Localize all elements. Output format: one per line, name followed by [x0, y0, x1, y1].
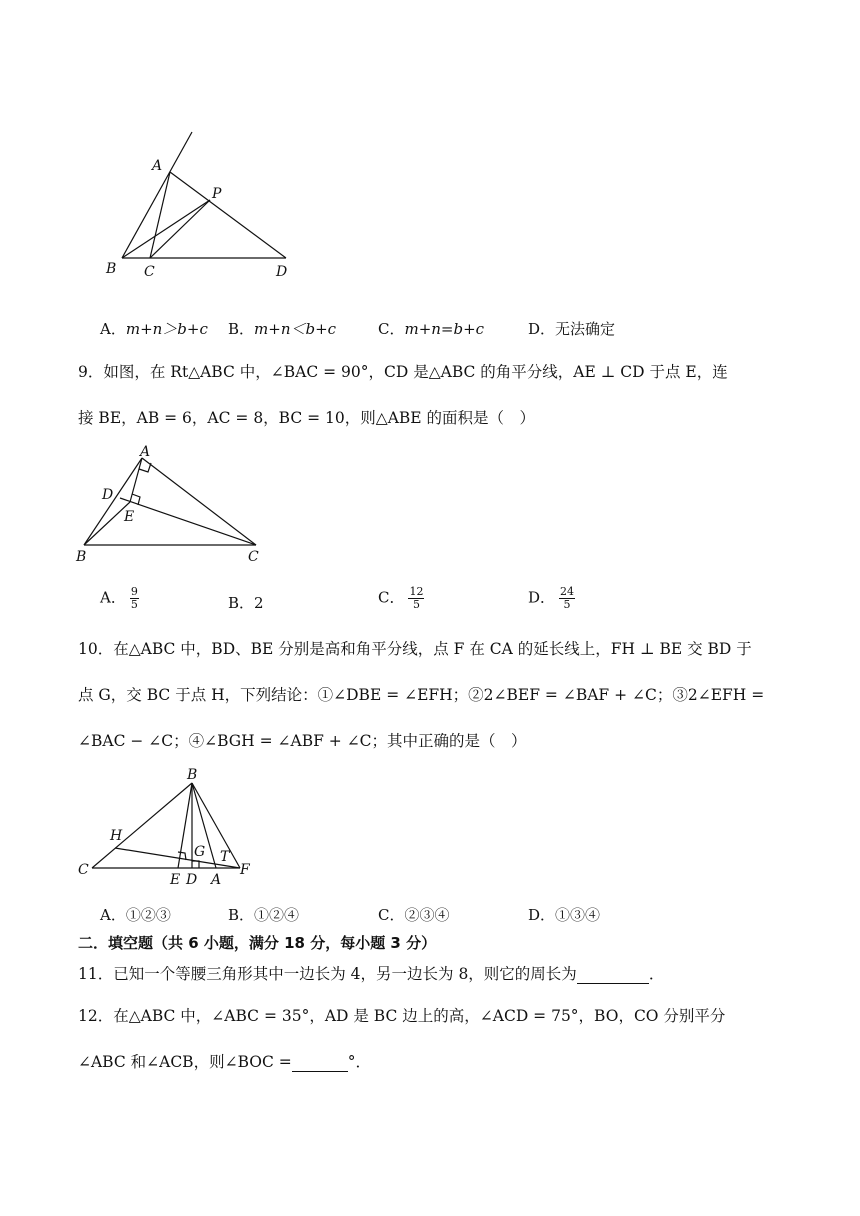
q9-option-a[interactable] — [100, 586, 139, 611]
fraction-numerator: 24 — [560, 585, 575, 598]
q8-option-b[interactable] — [228, 318, 336, 339]
option-text: m+n＞b+c — [125, 320, 208, 338]
q9-label-d: D — [102, 487, 114, 503]
fraction-denominator: 5 — [563, 598, 571, 611]
q8-line-bp — [122, 200, 210, 258]
q9-question-line-1: 9．如图，在 Rt△ABC 中，∠BAC = 90°，CD 是△ABC 的角平分线，AE ⊥ CD 于点 E，连 — [78, 363, 728, 381]
option-letter: C． — [378, 320, 405, 338]
option-letter: B． — [228, 320, 255, 338]
fraction-denominator: 5 — [130, 598, 138, 611]
q10-label-g: G — [194, 844, 206, 860]
q10-label-f: F — [240, 862, 250, 878]
q8-line-ba-extended — [122, 132, 192, 258]
q8-label-c: C — [144, 264, 155, 280]
q9-question-line-2: 接 BE，AB = 6，AC = 8，BC = 10，则△ABE 的面积是（ ） — [78, 409, 536, 427]
q11-answer-blank[interactable] — [577, 965, 649, 984]
fraction-numerator: 12 — [409, 585, 424, 598]
section-heading-fill-in-blank: 二．填空题（共 6 小题，满分 18 分，每小题 3 分） — [78, 934, 437, 952]
q9-label-a: A — [140, 444, 151, 460]
option-text: 2 — [254, 594, 264, 612]
option-letter: D． — [528, 588, 556, 607]
option-fraction — [408, 586, 424, 611]
option-text: ②③④ — [404, 906, 450, 924]
q9-label-e: E — [124, 509, 135, 525]
q8-label-b: B — [106, 261, 117, 277]
q9-option-c[interactable] — [378, 586, 424, 611]
q10-option-d[interactable] — [528, 904, 600, 925]
option-text: m+n=b+c — [404, 320, 485, 338]
q10-label-c: C — [78, 862, 89, 878]
q9-segment-cd — [120, 498, 256, 545]
q9-side-ac — [142, 458, 256, 545]
option-letter: A． — [100, 588, 126, 607]
q9-label-b: B — [76, 549, 87, 565]
q8-label-a: A — [152, 158, 163, 174]
option-fraction — [130, 586, 139, 611]
q10-side-cb — [92, 783, 192, 868]
q8-option-d[interactable] — [528, 318, 615, 339]
option-text: ①②④ — [254, 906, 300, 924]
q10-label-h: H — [110, 828, 123, 844]
q9-label-c: C — [248, 549, 259, 565]
q12-answer-blank[interactable] — [292, 1053, 348, 1072]
q10-label-a: A — [211, 872, 222, 888]
option-letter: A． — [100, 906, 126, 924]
option-fraction — [559, 586, 575, 611]
q8-label-d: D — [276, 264, 288, 280]
q8-option-c[interactable] — [378, 318, 484, 339]
option-letter: B． — [228, 594, 255, 612]
fraction-denominator: 5 — [412, 598, 420, 611]
option-text: m+n＜b+c — [254, 320, 337, 338]
q12-question-line-1: 12．在△ABC 中，∠ABC = 35°，AD 是 BC 边上的高，∠ACD = 75°，BO，CO 分别平分 — [78, 1007, 726, 1025]
option-letter: D． — [528, 320, 556, 338]
q10-question-line-2: 点 G，交 BC 于点 H，下列结论：①∠DBE = ∠EFH；②2∠BEF = ∠BAF + ∠C；③2∠EFH = — [78, 686, 765, 704]
q10-question-line-3: ∠BAC − ∠C；④∠BGH = ∠ABF + ∠C；其中正确的是（ ） — [78, 732, 527, 750]
q10-right-angle-d — [192, 861, 199, 868]
q10-figure — [74, 764, 264, 889]
q9-option-b[interactable] — [228, 592, 264, 613]
q8-line-ac — [150, 172, 170, 258]
fraction-numerator: 9 — [130, 585, 138, 598]
q8-label-p: P — [212, 186, 222, 202]
option-letter: A． — [100, 320, 126, 338]
option-text: ①③④ — [555, 906, 601, 924]
q10-label-t: T — [220, 849, 230, 865]
q11-text: 11．已知一个等腰三角形其中一边长为 4，另一边长为 8，则它的周长为 — [78, 965, 577, 983]
q10-option-a[interactable] — [100, 904, 171, 925]
q9-option-d[interactable] — [528, 586, 575, 611]
option-letter: B． — [228, 906, 255, 924]
q10-question-line-1: 10．在△ABC 中，BD、BE 分别是高和角平分线，点 F 在 CA 的延长线上，FH ⊥ BE 交 BD 于 — [78, 640, 752, 658]
q10-option-b[interactable] — [228, 904, 299, 925]
q10-option-c[interactable] — [378, 904, 450, 925]
option-text: 无法确定 — [555, 320, 616, 338]
q11-suffix: ． — [648, 965, 665, 983]
q10-label-d: D — [186, 872, 198, 888]
option-letter: D． — [528, 906, 556, 924]
q10-label-e: E — [170, 872, 181, 888]
q8-line-cp — [150, 200, 210, 258]
q12-text: ∠ABC 和∠ACB，则∠BOC = — [78, 1053, 292, 1071]
q9-figure — [72, 442, 272, 567]
option-letter: C． — [378, 906, 405, 924]
option-text: ①②③ — [125, 906, 171, 924]
q12-suffix: °． — [347, 1053, 371, 1071]
q11-question — [78, 962, 664, 984]
q8-option-a[interactable] — [100, 318, 208, 339]
q10-label-b: B — [187, 767, 198, 783]
option-letter: C． — [378, 588, 405, 607]
q8-figure — [100, 130, 300, 285]
q12-question-line-2 — [78, 1050, 371, 1072]
